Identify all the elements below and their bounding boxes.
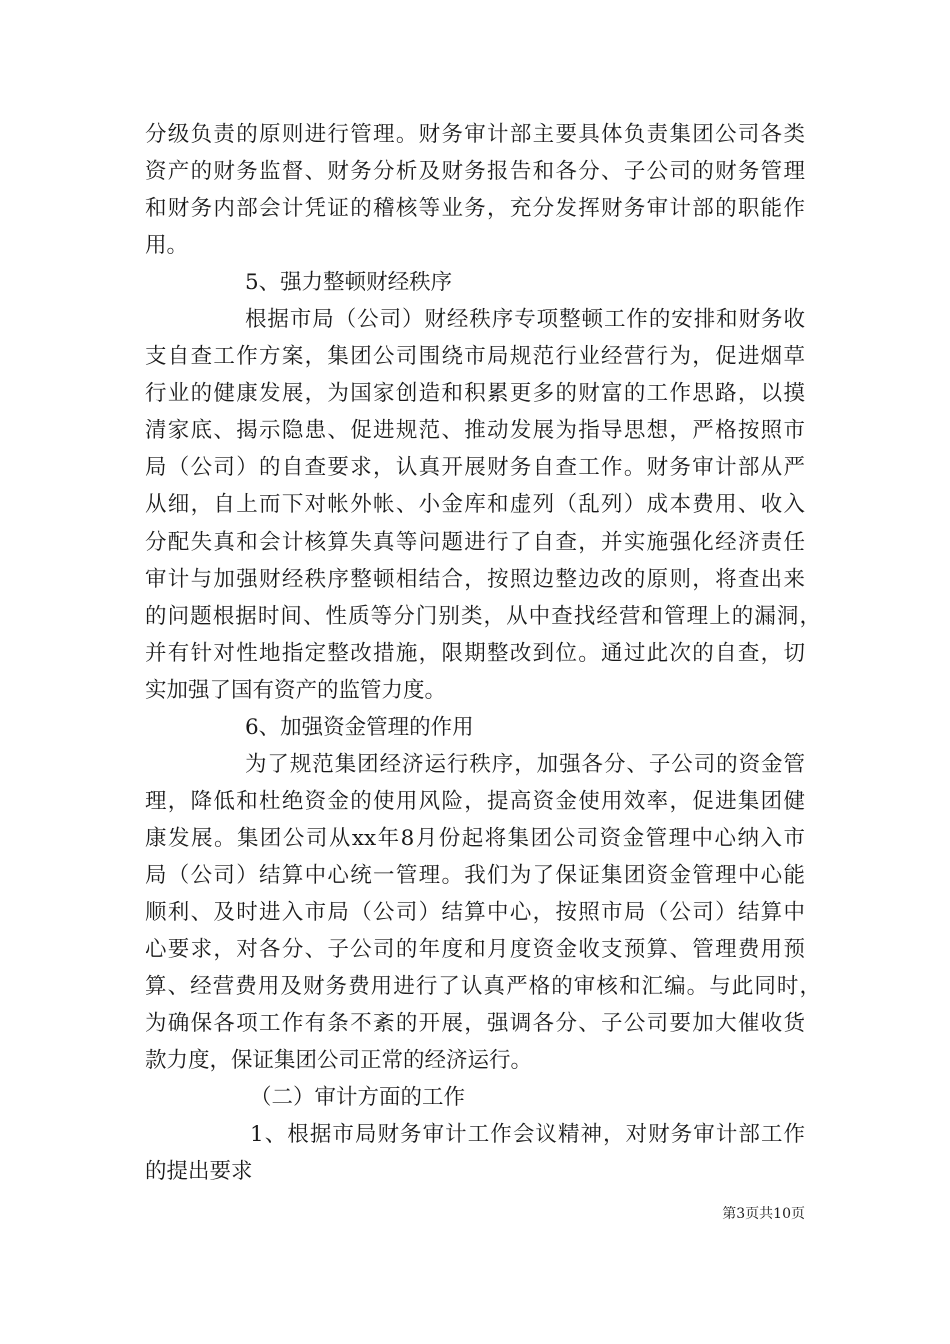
body-line: 和财务内部会计凭证的稽核等业务，充分发挥财务审计部的职能作 (145, 196, 805, 222)
page-number: 第3页共10页 (722, 1206, 805, 1222)
body-line: 算、经营费用及财务费用进行了认真严格的审核和汇编。与此同时， (145, 974, 821, 1000)
body-line: 用。 (145, 233, 189, 259)
section-heading: 5、强力整顿财经秩序 (245, 270, 453, 296)
body-line: 的问题根据时间、性质等分门别类，从中查找经营和管理上的漏洞， (145, 603, 821, 629)
body-line: 款力度，保证集团公司正常的经济运行。 (145, 1048, 533, 1074)
body-line: 顺利、及时进入市局（公司）结算中心，按照市局（公司）结算中 (145, 899, 805, 925)
body-line: 1、根据市局财务审计工作会议精神，对财务审计部工作 (250, 1122, 805, 1148)
body-line: 分级负责的原则进行管理。财务审计部主要具体负责集团公司各类 (145, 122, 805, 147)
body-line: 审计与加强财经秩序整顿相结合，按照边整边改的原则，将查出来 (145, 566, 805, 592)
body-line: 实加强了国有资产的监管力度。 (145, 677, 447, 703)
body-line: 清家底、揭示隐患、促进规范、推动发展为指导思想，严格按照市 (145, 418, 805, 444)
body-line: 从细，自上而下对帐外帐、小金库和虚列（乱列）成本费用、收入 (145, 492, 805, 518)
body-line: 为了规范集团经济运行秩序，加强各分、子公司的资金管 (245, 751, 805, 777)
body-line: 局（公司）结算中心统一管理。我们为了保证集团资金管理中心能 (145, 862, 805, 888)
body-line: 分配失真和会计核算失真等问题进行了自查，并实施强化经济责任 (145, 529, 805, 555)
body-line: 康发展。集团公司从xx年8月份起将集团公司资金管理中心纳入市 (145, 825, 805, 851)
body-line: 资产的财务监督、财务分析及财务报告和各分、子公司的财务管理 (145, 159, 805, 185)
body-line: 局（公司）的自查要求，认真开展财务自查工作。财务审计部从严 (145, 455, 805, 481)
section-heading: 6、加强资金管理的作用 (245, 714, 474, 740)
body-line: 根据市局（公司）财经秩序专项整顿工作的安排和财务收 (245, 307, 805, 333)
body-line: 行业的健康发展，为国家创造和积累更多的财富的工作思路，以摸 (145, 381, 805, 407)
body-line: 理，降低和杜绝资金的使用风险，提高资金使用效率，促进集团健 (145, 788, 805, 814)
section-heading: （二）审计方面的工作 (250, 1085, 466, 1111)
body-line: 为确保各项工作有条不紊的开展，强调各分、子公司要加大催收货 (145, 1011, 805, 1037)
body-line: 心要求，对各分、子公司的年度和月度资金收支预算、管理费用预 (145, 937, 805, 963)
body-line: 并有针对性地指定整改措施，限期整改到位。通过此次的自查，切 (145, 640, 805, 666)
body-line: 支自查工作方案，集团公司围绕市局规范行业经营行为，促进烟草 (145, 344, 805, 370)
body-line: 的提出要求 (145, 1159, 253, 1185)
document-body (145, 116, 821, 1190)
